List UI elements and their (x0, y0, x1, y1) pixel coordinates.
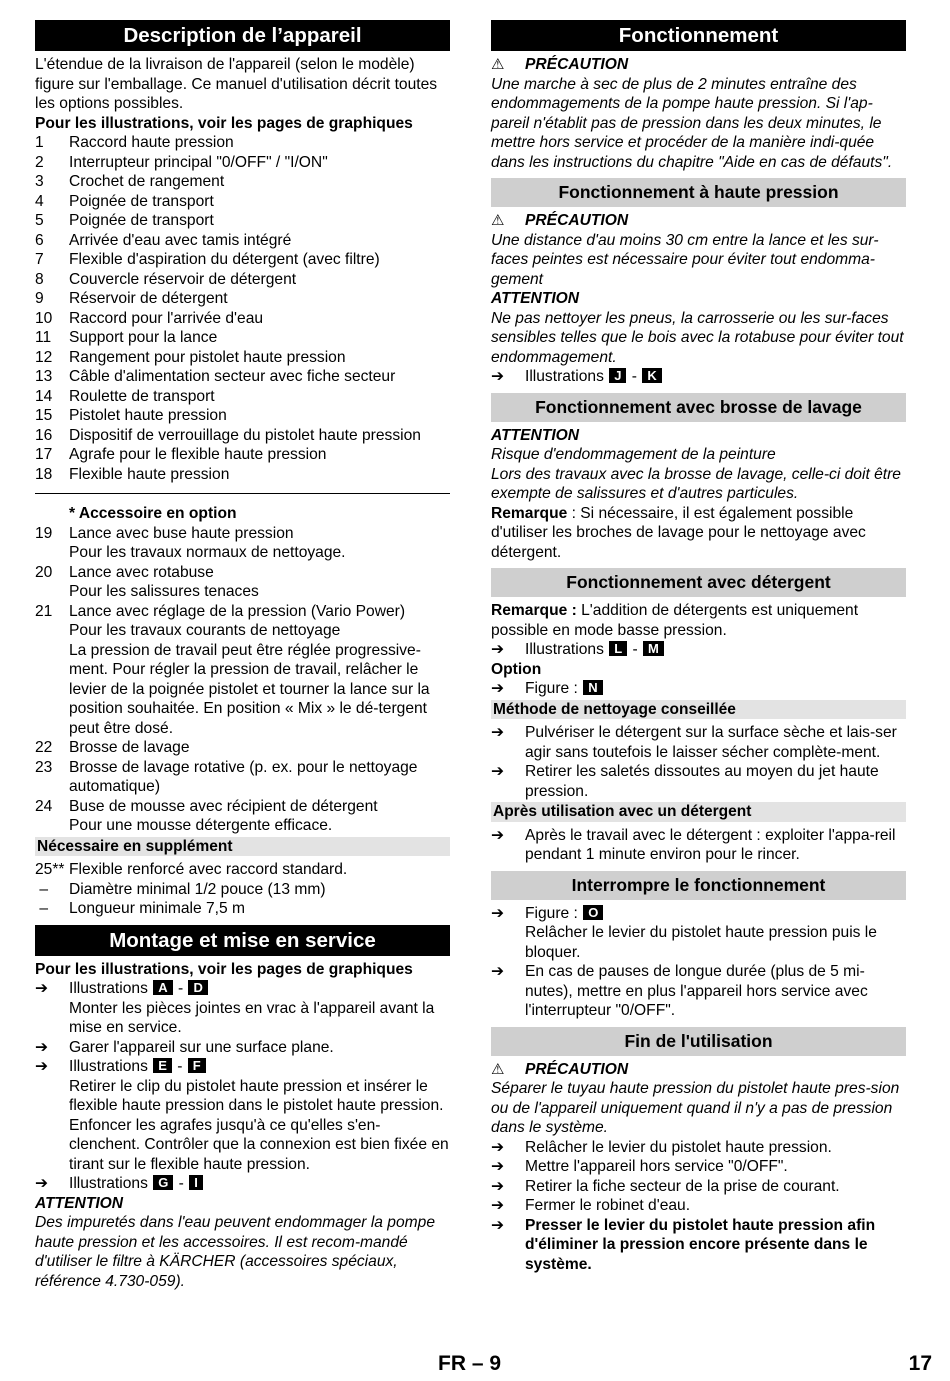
figure-badge: L (609, 641, 627, 656)
warning-triangle-icon: ⚠ (491, 56, 505, 73)
divider (35, 493, 450, 494)
step-text: Fermer le robinet d'eau. (525, 1197, 691, 1214)
arrow-icon: ➔ (491, 641, 505, 658)
attention-text: Lors des travaux avec la brosse de lavage, celle-ci doit être exempte de salissures et d'autres particules. (491, 465, 901, 502)
dash-bullet: – (35, 880, 49, 898)
dash-text: Longueur minimale 7,5 m (69, 900, 245, 917)
right-column (491, 20, 906, 1274)
precaution-heading (491, 211, 906, 231)
step-item (491, 962, 906, 1021)
list-item (35, 133, 450, 153)
item-number: 10 (35, 309, 53, 327)
subsection-title-methode: Méthode de nettoyage conseillée (491, 700, 906, 720)
attention-label: ATTENTION (491, 426, 580, 444)
description-intro: L'étendue de la livraison de l'appareil (selon le modèle) figure sur l'emballage. Ce manuel d'utilisation décrit toutes les options possibles. (35, 56, 438, 112)
section-title-fonctionnement: Fonctionnement (491, 20, 906, 51)
attention-label: ATTENTION (491, 290, 580, 307)
section-title-interrompre: Interrompre le fonctionnement (491, 871, 906, 900)
item-text: Flexible haute pression (69, 465, 230, 483)
list-item (35, 192, 450, 212)
figure-label: Figure : (525, 680, 578, 697)
montage-illustrations-note: Pour les illustrations, voir les pages de graphiques (35, 960, 413, 978)
page-number: 17 (908, 1352, 932, 1375)
item-text: Dispositif de verrouillage du pistolet haute pression (69, 426, 421, 444)
step-item: ➔ Illustrations A - D (35, 979, 450, 999)
item-number: 18 (35, 465, 53, 483)
step-item (491, 826, 906, 865)
remark-paragraph (491, 601, 906, 640)
list-item (35, 172, 450, 192)
description-illustrations-note: Pour les illustrations, voir les pages de graphiques (35, 114, 413, 132)
step-text: Monter les pièces jointes en vrac à l'appareil avant la mise en service. (69, 999, 435, 1036)
step-text: Retirer les saletés dissoutes au moyen du jet haute pression. (525, 763, 879, 800)
figure-badge: D (188, 980, 207, 995)
list-item (35, 387, 450, 407)
list-item (35, 465, 450, 485)
step-text: Retirer le clip du pistolet haute pression et insérer le flexible haute pression dans le pistolet haute pression. (69, 1077, 444, 1114)
item-number: 6 (35, 231, 44, 249)
item-text: Raccord haute pression (69, 134, 234, 151)
item-number: 8 (35, 270, 44, 288)
item-number: 2 (35, 153, 44, 171)
figure-badge: O (583, 905, 603, 920)
step-item: ➔ Illustrations E - F (35, 1057, 450, 1077)
item-text: Buse de mousse avec récipient de détergent (69, 797, 378, 815)
remark-label: Remarque (491, 504, 568, 522)
section-title-description: Description de l’appareil (35, 20, 450, 51)
section-title-detergent: Fonctionnement avec détergent (491, 568, 906, 597)
step-text: Enfoncer les agrafes jusqu'à ce qu'elles s'en-clenchent. Contrôler que la connexion est bien fixée en tirant sur le flexible haute pression. (69, 1116, 449, 1173)
subsection-title-apres: Après utilisation avec un détergent (491, 802, 906, 822)
item-text: Couvercle réservoir de détergent (69, 270, 297, 288)
illustrations-label: Illustrations (69, 1175, 148, 1192)
figure-badge: G (153, 1175, 173, 1190)
illustrations-label: Illustrations (69, 980, 148, 997)
dash-bullet: – (35, 900, 49, 917)
arrow-icon: ➔ (491, 724, 505, 741)
step-item (491, 1196, 906, 1216)
item-number: 4 (35, 192, 44, 210)
step-item (491, 904, 906, 963)
step-item (491, 762, 906, 801)
list-item (35, 211, 450, 231)
precaution-label: PRÉCAUTION (525, 212, 629, 229)
accessory-item (35, 563, 450, 602)
item-text: Lance avec rotabuse (69, 563, 214, 581)
step-item (491, 723, 906, 762)
item-number: 3 (35, 173, 44, 190)
item-number: 13 (35, 368, 53, 385)
precaution-heading (491, 55, 906, 75)
item-number: 5 (35, 212, 44, 229)
arrow-icon: ➔ (35, 1175, 49, 1192)
list-item (35, 860, 450, 880)
section-title-fin: Fin de l'utilisation (491, 1027, 906, 1056)
remark-text: L'addition de détergents est uniquement possible en mode basse pression. (491, 602, 859, 639)
list-item (35, 367, 450, 387)
item-number: 24 (35, 797, 53, 815)
accessory-item (35, 524, 450, 563)
item-text: Raccord pour l'arrivée d'eau (69, 309, 264, 327)
section-title-brosse: Fonctionnement avec brosse de lavage (491, 393, 906, 422)
arrow-icon: ➔ (491, 1216, 505, 1234)
list-item (35, 328, 450, 348)
precaution-label: PRÉCAUTION (525, 56, 629, 73)
parts-list (35, 133, 450, 484)
figure-badge: N (583, 680, 602, 695)
step-item: ➔ Illustrations L - M (491, 640, 906, 660)
dash-item (35, 880, 450, 900)
attention-text: Des impuretés dans l'eau peuvent endommager la pompe haute pression et les accessoires. Il est recom-mandé d'utiliser le filtre à KÄRCHER (accessoires spéciaux, référence 4.730-059). (35, 1214, 435, 1290)
arrow-icon: ➔ (35, 1058, 49, 1075)
step-text: En cas de pauses de longue durée (plus de 5 mi-nutes), mettre en plus l'appareil hors service avec l'interrupteur "0/OFF". (525, 963, 868, 1019)
precaution-text: Séparer le tuyau haute pression du pistolet haute pres-sion ou de l'appareil uniquement quand il n'y a pas de pression dans le système. (491, 1080, 900, 1136)
step-text: Relâcher le levier du pistolet haute pression. (525, 1138, 832, 1156)
item-number: 7 (35, 251, 44, 268)
item-text: Roulette de transport (69, 387, 215, 405)
item-subtext: Pour les travaux normaux de nettoyage. (69, 544, 346, 561)
item-text: Poignée de transport (69, 212, 214, 229)
item-number: 12 (35, 348, 53, 366)
item-text: Flexible renforcé avec raccord standard. (69, 861, 348, 878)
illustrations-label: Illustrations (69, 1058, 148, 1075)
item-text: Lance avec réglage de la pression (Vario Power) (69, 602, 406, 620)
item-text: Support pour la lance (69, 329, 218, 346)
illustrations-label: Illustrations (525, 368, 604, 385)
step-text: Après le travail avec le détergent : exploiter l'appa-reil pendant 1 minute environ pour le rincer. (525, 826, 896, 863)
step-item (491, 1157, 906, 1177)
item-number: 14 (35, 387, 53, 405)
figure-badge: K (642, 368, 661, 383)
arrow-icon: ➔ (491, 1158, 505, 1175)
arrow-icon: ➔ (491, 1177, 505, 1195)
language-page-label: FR – 9 (438, 1352, 502, 1375)
arrow-icon: ➔ (35, 980, 49, 997)
step-item (491, 679, 906, 699)
warning-triangle-icon: ⚠ (491, 1060, 505, 1078)
step-item: ➔ Illustrations J - K (491, 367, 906, 387)
remark-label: Remarque : (491, 602, 577, 619)
figure-badge: I (189, 1175, 203, 1190)
item-text: Arrivée d'eau avec tamis intégré (69, 231, 292, 249)
list-item (35, 289, 450, 309)
list-item (35, 250, 450, 270)
item-text: Pistolet haute pression (69, 407, 227, 424)
arrow-icon: ➔ (35, 1038, 49, 1056)
item-text: Brosse de lavage (69, 739, 190, 756)
accessory-list (35, 524, 450, 836)
item-subtext: Pour les travaux courants de nettoyage La pression de travail peut être réglée progressive-ment. Pour régler la pression de travail, relâcher le levier de la poignée pistolet et tourner la lance sur la position souhaitée. En position « Mix » le dé-tergent peut être dosé. (69, 622, 430, 737)
item-text: Lance avec buse haute pression (69, 524, 294, 542)
item-text: Agrafe pour le flexible haute pression (69, 446, 327, 463)
left-column (35, 20, 450, 1291)
item-number: 9 (35, 290, 44, 307)
step-text: Retirer la fiche secteur de la prise de courant. (525, 1177, 840, 1195)
item-number: 21 (35, 602, 53, 620)
attention-label: ATTENTION (35, 1194, 124, 1212)
accessory-item (35, 797, 450, 836)
arrow-icon: ➔ (491, 826, 505, 844)
list-item (35, 406, 450, 426)
accessory-item (35, 602, 450, 739)
list-item (35, 445, 450, 465)
figure-badge: F (188, 1058, 206, 1073)
item-text: Réservoir de détergent (69, 290, 228, 307)
item-text: Rangement pour pistolet haute pression (69, 348, 346, 366)
precaution-text: Une distance d'au moins 30 cm entre la lance et les sur-faces peintes est nécessaire pour éviter tout endomma-gement (491, 231, 879, 288)
section-title-haute-pression: Fonctionnement à haute pression (491, 178, 906, 207)
accessory-title: * Accessoire en option (69, 505, 237, 522)
step-item (491, 1138, 906, 1158)
figure-badge: J (609, 368, 626, 383)
item-text: Interrupteur principal "0/OFF" / "I/ON" (69, 153, 328, 171)
list-item (35, 270, 450, 290)
item-number: 16 (35, 426, 53, 444)
precaution-label: PRÉCAUTION (525, 1060, 629, 1078)
list-item (35, 231, 450, 251)
section-title-montage: Montage et mise en service (35, 925, 450, 956)
step-text: Pulvériser le détergent sur la surface sèche et lais-ser agir sans toutefois le laisser sécher complète-ment. (525, 724, 897, 761)
item-number: 23 (35, 758, 53, 776)
precaution-heading (491, 1060, 906, 1080)
subsection-title-necessaire: Nécessaire en supplément (35, 837, 450, 857)
item-text: Poignée de transport (69, 192, 214, 210)
item-number: 20 (35, 563, 53, 581)
step-text: Presser le levier du pistolet haute pression afin d'éliminer la pression encore présente dans le système. (525, 1216, 876, 1273)
arrow-icon: ➔ (491, 368, 505, 385)
figure-badge: E (153, 1058, 172, 1073)
dash-item (35, 899, 450, 919)
accessory-item (35, 758, 450, 797)
figure-badge: A (153, 980, 172, 995)
item-number: 1 (35, 134, 44, 151)
item-number: 17 (35, 446, 53, 463)
item-subtext: Pour une mousse détergente efficace. (69, 817, 333, 834)
step-text: Mettre l'appareil hors service "0/OFF". (525, 1158, 788, 1175)
step-text: Garer l'appareil sur une surface plane. (69, 1038, 334, 1056)
list-item (35, 309, 450, 329)
item-text: Crochet de rangement (69, 173, 225, 190)
list-item (35, 348, 450, 368)
item-text: Brosse de lavage rotative (p. ex. pour le nettoyage automatique) (69, 758, 418, 795)
step-item (491, 1216, 906, 1275)
dash-text: Diamètre minimal 1/2 pouce (13 mm) (69, 880, 326, 898)
figure-label: Figure : (525, 904, 578, 922)
arrow-icon: ➔ (491, 1197, 505, 1214)
arrow-icon: ➔ (491, 963, 505, 980)
list-item (35, 153, 450, 173)
arrow-icon: ➔ (491, 763, 505, 780)
option-label: Option (491, 660, 542, 678)
illustrations-label: Illustrations (525, 641, 604, 658)
item-subtext: Pour les salissures tenaces (69, 583, 259, 600)
remark-paragraph (491, 504, 906, 563)
arrow-icon: ➔ (491, 904, 505, 922)
list-item (35, 426, 450, 446)
item-number: 15 (35, 407, 53, 424)
fin-steps-list (491, 1138, 906, 1216)
warning-triangle-icon: ⚠ (491, 212, 505, 229)
arrow-icon: ➔ (491, 680, 505, 697)
item-number: 25** (35, 861, 65, 878)
item-number: 22 (35, 739, 53, 756)
precaution-text: Une marche à sec de plus de 2 minutes entraîne des endommagements de la pompe haute pression. Si l'ap-pareil n'établit pas de pression dans les deux minutes, le mettre hors service et procéder de la manière indi-quée dans les instructions du chapitre "Aide en cas de défauts". (491, 75, 893, 171)
accessory-item (35, 738, 450, 758)
attention-text: Risque d'endommagement de la peinture (491, 446, 776, 463)
item-number: 11 (35, 329, 52, 346)
figure-badge: M (643, 641, 664, 656)
item-text: Flexible d'aspiration du détergent (avec filtre) (69, 251, 380, 268)
step-item (35, 1038, 450, 1058)
remark-text: : Si nécessaire, il est également possible d'utiliser les broches de lavage pour le nettoyage avec détergent. (491, 504, 866, 561)
arrow-icon: ➔ (491, 1138, 505, 1156)
item-text: Câble d'alimentation secteur avec fiche secteur (69, 368, 396, 385)
step-item (491, 1177, 906, 1197)
item-number: 19 (35, 524, 53, 542)
step-item: ➔ Illustrations G - I (35, 1174, 450, 1194)
attention-text: Ne pas nettoyer les pneus, la carrosserie ou les sur-faces sensibles telles que le bois avec la rotabuse pour éviter tout endommagement. (491, 309, 904, 366)
step-text: Relâcher le levier du pistolet haute pression puis le bloquer. (525, 924, 877, 961)
